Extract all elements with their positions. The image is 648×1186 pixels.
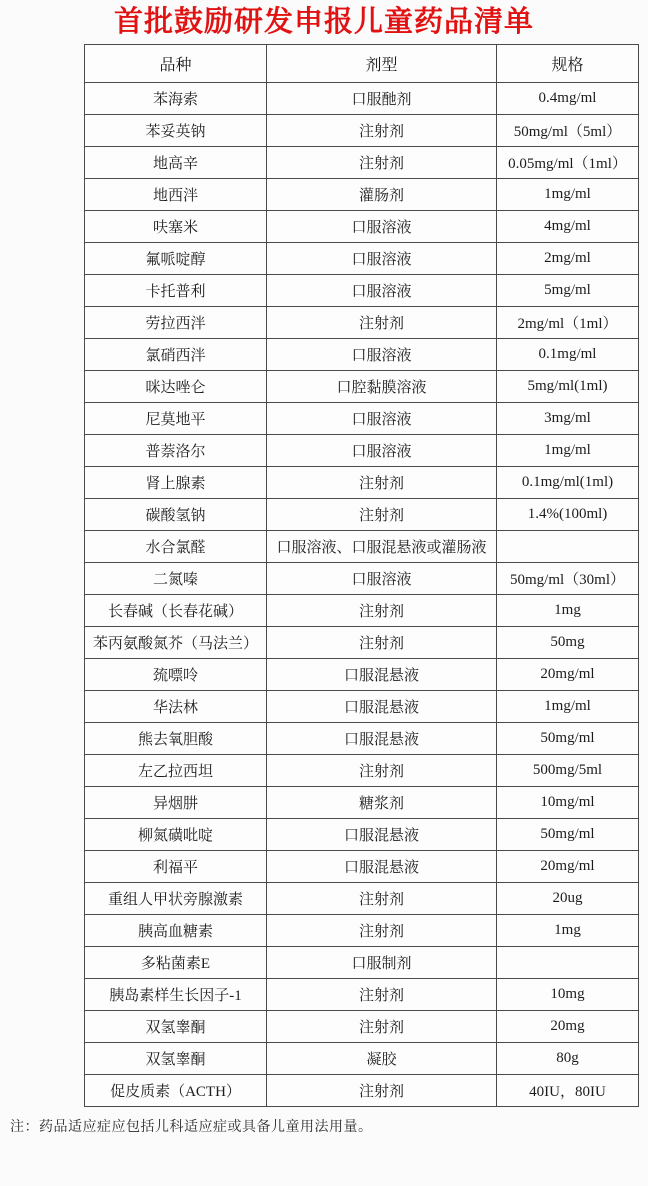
cell-drug-name: 肾上腺素 xyxy=(85,466,267,498)
cell-spec: 80g xyxy=(497,1042,639,1074)
cell-dosage-form: 注射剂 xyxy=(267,1010,497,1042)
cell-drug-name: 地西泮 xyxy=(85,178,267,210)
cell-dosage-form: 口服溶液 xyxy=(267,434,497,466)
cell-spec: 1mg/ml xyxy=(497,434,639,466)
table-row xyxy=(85,242,639,274)
table-row xyxy=(85,146,639,178)
cell-drug-name: 尼莫地平 xyxy=(85,402,267,434)
cell-spec: 4mg/ml xyxy=(497,210,639,242)
drug-table-body xyxy=(85,82,639,1106)
cell-drug-name: 巯嘌呤 xyxy=(85,658,267,690)
table-row xyxy=(85,626,639,658)
cell-dosage-form: 口服溶液 xyxy=(267,210,497,242)
cell-drug-name: 咪达唑仑 xyxy=(85,370,267,402)
cell-spec: 40IU，80IU xyxy=(497,1074,639,1106)
cell-dosage-form: 注射剂 xyxy=(267,1074,497,1106)
table-header-row xyxy=(85,44,639,82)
cell-dosage-form: 注射剂 xyxy=(267,914,497,946)
cell-spec xyxy=(497,946,639,978)
page-title: 首批鼓励研发申报儿童药品清单 xyxy=(113,6,534,38)
cell-dosage-form: 凝胶 xyxy=(267,1042,497,1074)
table-row xyxy=(85,818,639,850)
cell-drug-name: 二氮嗪 xyxy=(85,562,267,594)
table-row xyxy=(85,690,639,722)
cell-drug-name: 普萘洛尔 xyxy=(85,434,267,466)
drug-table xyxy=(84,44,639,1107)
cell-spec: 0.05mg/ml（1ml） xyxy=(497,146,639,178)
cell-drug-name: 熊去氧胆酸 xyxy=(85,722,267,754)
table-row xyxy=(85,1074,639,1106)
table-row xyxy=(85,178,639,210)
cell-drug-name: 双氢睾酮 xyxy=(85,1010,267,1042)
table-row xyxy=(85,274,639,306)
table-row xyxy=(85,914,639,946)
table-row xyxy=(85,434,639,466)
table-row xyxy=(85,498,639,530)
cell-spec: 20ug xyxy=(497,882,639,914)
cell-spec: 50mg/ml xyxy=(497,818,639,850)
table-row xyxy=(85,402,639,434)
cell-drug-name: 地高辛 xyxy=(85,146,267,178)
cell-spec: 1mg xyxy=(497,594,639,626)
table-row xyxy=(85,210,639,242)
cell-dosage-form: 口服混悬液 xyxy=(267,818,497,850)
table-row xyxy=(85,1010,639,1042)
table-row xyxy=(85,466,639,498)
table-row xyxy=(85,658,639,690)
cell-spec: 5mg/ml(1ml) xyxy=(497,370,639,402)
cell-spec: 10mg xyxy=(497,978,639,1010)
cell-dosage-form: 口服酏剂 xyxy=(267,82,497,114)
table-row xyxy=(85,946,639,978)
table-row xyxy=(85,722,639,754)
cell-dosage-form: 口服溶液、口服混悬液或灌肠液 xyxy=(267,530,497,562)
cell-dosage-form: 口服混悬液 xyxy=(267,722,497,754)
cell-drug-name: 胰高血糖素 xyxy=(85,914,267,946)
cell-spec: 50mg/ml（5ml） xyxy=(497,114,639,146)
header-dosage-form: 剂型 xyxy=(267,44,497,82)
table-row xyxy=(85,882,639,914)
header-drug-name: 品种 xyxy=(85,44,267,82)
cell-dosage-form: 口服混悬液 xyxy=(267,658,497,690)
table-row xyxy=(85,370,639,402)
cell-dosage-form: 注射剂 xyxy=(267,146,497,178)
cell-spec: 50mg xyxy=(497,626,639,658)
cell-drug-name: 胰岛素样生长因子-1 xyxy=(85,978,267,1010)
cell-dosage-form: 注射剂 xyxy=(267,306,497,338)
cell-drug-name: 柳氮磺吡啶 xyxy=(85,818,267,850)
cell-dosage-form: 口服溶液 xyxy=(267,274,497,306)
table-row xyxy=(85,754,639,786)
cell-dosage-form: 口腔黏膜溶液 xyxy=(267,370,497,402)
cell-dosage-form: 注射剂 xyxy=(267,978,497,1010)
cell-dosage-form: 口服溶液 xyxy=(267,562,497,594)
cell-spec: 2mg/ml xyxy=(497,242,639,274)
cell-drug-name: 呋塞米 xyxy=(85,210,267,242)
cell-drug-name: 重组人甲状旁腺激素 xyxy=(85,882,267,914)
table-row xyxy=(85,114,639,146)
footnote: 注：药品适应症应包括儿科适应症或具备儿童用法用量。 xyxy=(10,1117,373,1134)
cell-drug-name: 多粘菌素E xyxy=(85,946,267,978)
cell-spec: 1mg xyxy=(497,914,639,946)
cell-drug-name: 华法林 xyxy=(85,690,267,722)
table-row xyxy=(85,82,639,114)
table-row xyxy=(85,530,639,562)
cell-dosage-form: 口服制剂 xyxy=(267,946,497,978)
cell-spec xyxy=(497,530,639,562)
cell-dosage-form: 糖浆剂 xyxy=(267,786,497,818)
cell-spec: 1mg/ml xyxy=(497,178,639,210)
cell-dosage-form: 注射剂 xyxy=(267,594,497,626)
cell-dosage-form: 灌肠剂 xyxy=(267,178,497,210)
cell-drug-name: 氟哌啶醇 xyxy=(85,242,267,274)
cell-spec: 2mg/ml（1ml） xyxy=(497,306,639,338)
cell-dosage-form: 注射剂 xyxy=(267,466,497,498)
cell-dosage-form: 注射剂 xyxy=(267,882,497,914)
cell-spec: 50mg/ml xyxy=(497,722,639,754)
cell-spec: 500mg/5ml xyxy=(497,754,639,786)
cell-drug-name: 氯硝西泮 xyxy=(85,338,267,370)
cell-spec: 0.1mg/ml(1ml) xyxy=(497,466,639,498)
cell-drug-name: 左乙拉西坦 xyxy=(85,754,267,786)
cell-spec: 0.1mg/ml xyxy=(497,338,639,370)
table-row xyxy=(85,850,639,882)
cell-spec: 3mg/ml xyxy=(497,402,639,434)
table-row xyxy=(85,594,639,626)
cell-dosage-form: 口服混悬液 xyxy=(267,690,497,722)
cell-dosage-form: 注射剂 xyxy=(267,626,497,658)
cell-dosage-form: 注射剂 xyxy=(267,498,497,530)
cell-drug-name: 水合氯醛 xyxy=(85,530,267,562)
cell-drug-name: 双氢睾酮 xyxy=(85,1042,267,1074)
cell-spec: 1.4%(100ml) xyxy=(497,498,639,530)
cell-dosage-form: 注射剂 xyxy=(267,114,497,146)
cell-spec: 20mg/ml xyxy=(497,658,639,690)
table-row xyxy=(85,978,639,1010)
table-row xyxy=(85,562,639,594)
cell-drug-name: 苯妥英钠 xyxy=(85,114,267,146)
table-row xyxy=(85,338,639,370)
table-row xyxy=(85,1042,639,1074)
cell-spec: 5mg/ml xyxy=(497,274,639,306)
cell-dosage-form: 口服溶液 xyxy=(267,402,497,434)
cell-spec: 1mg/ml xyxy=(497,690,639,722)
cell-drug-name: 促皮质素（ACTH） xyxy=(85,1074,267,1106)
cell-spec: 50mg/ml（30ml） xyxy=(497,562,639,594)
table-row xyxy=(85,306,639,338)
cell-drug-name: 利福平 xyxy=(85,850,267,882)
cell-drug-name: 劳拉西泮 xyxy=(85,306,267,338)
cell-spec: 10mg/ml xyxy=(497,786,639,818)
cell-spec: 20mg/ml xyxy=(497,850,639,882)
cell-drug-name: 异烟肼 xyxy=(85,786,267,818)
cell-dosage-form: 注射剂 xyxy=(267,754,497,786)
table-row xyxy=(85,786,639,818)
cell-dosage-form: 口服溶液 xyxy=(267,242,497,274)
header-spec: 规格 xyxy=(497,44,639,82)
cell-drug-name: 长春碱（长春花碱） xyxy=(85,594,267,626)
cell-drug-name: 卡托普利 xyxy=(85,274,267,306)
cell-drug-name: 碳酸氢钠 xyxy=(85,498,267,530)
cell-spec: 20mg xyxy=(497,1010,639,1042)
cell-spec: 0.4mg/ml xyxy=(497,82,639,114)
cell-drug-name: 苯丙氨酸氮芥（马法兰） xyxy=(85,626,267,658)
cell-drug-name: 苯海索 xyxy=(85,82,267,114)
cell-dosage-form: 口服溶液 xyxy=(267,338,497,370)
cell-dosage-form: 口服混悬液 xyxy=(267,850,497,882)
